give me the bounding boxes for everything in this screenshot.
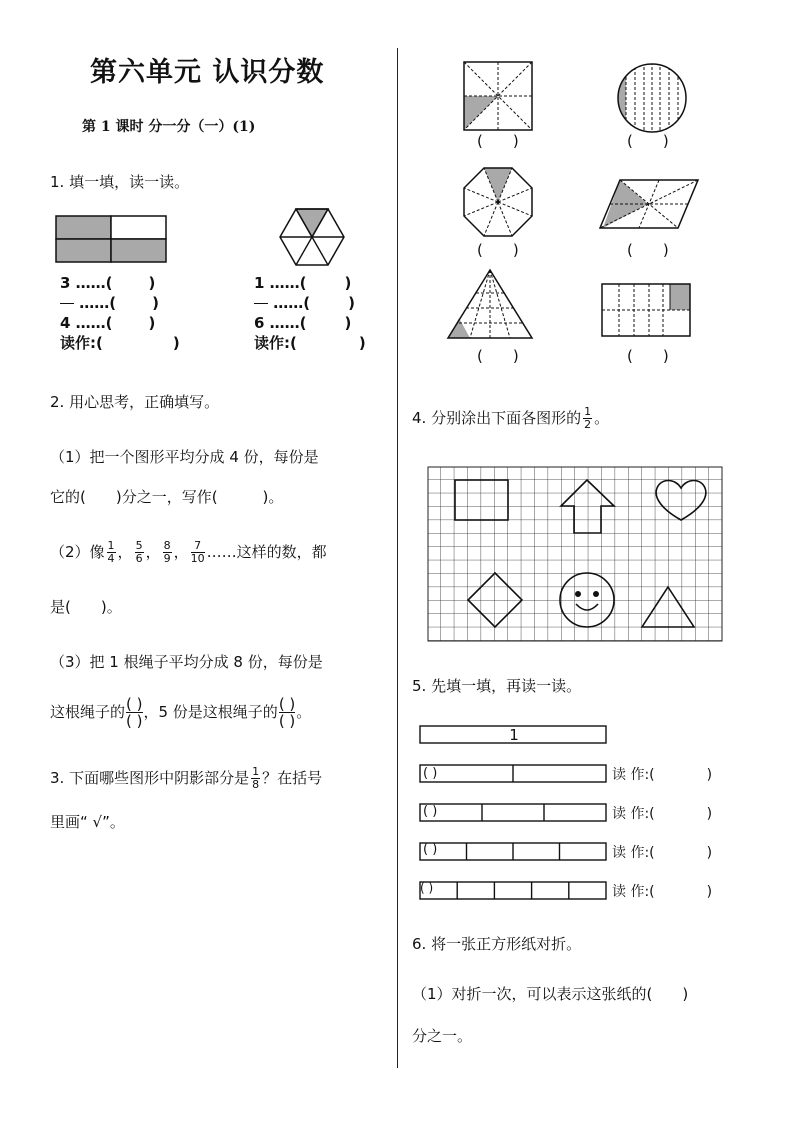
q5-strip-3-parts [420,804,606,821]
rect-part-1 [56,216,111,239]
q5-read-row-4[interactable] [612,881,712,901]
q3-answer-2[interactable]: ( ) [627,132,669,150]
q5-read-close-1: ) [706,767,713,783]
q1a-paren-open-2: ( [109,294,117,312]
rect-part-3 [56,239,111,262]
q5-read-row-2[interactable] [612,803,712,823]
q3-square-figure [462,60,534,132]
q5-read-row-1[interactable] [612,764,712,784]
q1a-numerator: 3 [60,274,71,292]
q3-prompt [50,758,322,798]
q2-sep-3: ， [173,543,189,561]
q5-read-label-4: 读 作:( [612,884,655,900]
q5-read-close-3: ) [706,845,713,861]
q5-read-label-1: 读 作:( [612,767,655,783]
q2-part2-line1 [50,532,327,572]
q1a-paren-open-3: ( [105,314,113,332]
q1b-paren-open-1: ( [299,274,307,292]
rect-part-4 [111,239,166,262]
q1a-denominator: 4 [60,314,71,332]
q3-circle-figure [616,62,688,134]
q2-part1-line2: 它的( )分之一，写作( )。 [50,488,284,506]
q2-part1-line1: （1）把一个图形平均分成 4 份，每份是 [50,448,319,466]
q2-sep-1: ， [117,543,133,561]
q5-read-close-4: ) [706,884,713,900]
q1b-read-close: ) [358,334,366,352]
column-divider [397,48,398,1068]
q3-answer-3[interactable]: ( ) [477,241,519,259]
q3-prompt-a: 3. 下面哪些图形中阴影部分是 [50,769,250,787]
q2-part3-text-c: 。 [296,703,312,721]
q3-rectangle-grid-figure [600,282,692,338]
q5-read-row-3[interactable] [612,842,712,862]
q5-read-label-2: 读 作:( [612,806,655,822]
q3-answer-6[interactable]: ( ) [627,347,669,365]
q1b-dots-2: …… [273,294,304,312]
q2-frac-2: $\frac{5}{6}$ [135,538,143,565]
q2-frac-4: $\frac{7}{10}$ [190,538,205,565]
q4-prompt-text: 4. 分别涂出下面各图形的 [412,409,582,427]
q1b-paren-open-3: ( [299,314,307,332]
q1-rectangle-figure [54,214,172,266]
q2-part3-answer-frac-1[interactable]: ( ) ( ) [126,694,143,730]
q6-part1-line1: （1）对折一次，可以表示这张纸的( ) [412,985,689,1003]
q1a-read-close: ) [172,334,180,352]
lesson-subtitle: 第 1 课时 分一分（一）(1) [82,119,256,135]
q5-paren-1[interactable]: ( ) [423,766,438,781]
q2-part2-suffix: ……这样的数，都 [206,543,327,561]
q1-hexagon-figure [278,206,346,268]
q2-part2-prefix: （2）像 [50,543,105,561]
q5-strip-5-parts [420,882,606,899]
q2-part2-line2: 是( )。 [50,598,122,616]
q4-grid-figure[interactable] [427,466,723,642]
q1a-fraction-block [60,273,180,353]
q3-octagon-figure [462,166,534,238]
q1a-paren-close-2: ) [152,294,159,312]
q1a-paren-close-1: ) [148,274,156,292]
q2-frac-1: $\frac{1}{4}$ [107,538,115,565]
q2-part3-answer-frac-2[interactable]: ( ) ( ) [278,694,296,730]
q1b-fraction-bar [254,303,268,304]
q3-parallelogram-figure [598,178,700,230]
q3-triangle-figure [446,268,534,340]
q2-frac-3: $\frac{8}{9}$ [163,538,171,565]
q5-paren-3[interactable]: ( ) [423,842,438,857]
q1b-dots-1: …… [269,274,300,292]
q2-prompt: 2. 用心思考，正确填写。 [50,393,220,411]
q1a-paren-open-1: ( [105,274,113,292]
q3-answer-5[interactable]: ( ) [477,347,519,365]
q1b-paren-open-2: ( [303,294,311,312]
q3-prompt-b: ？在括号 [262,769,323,787]
q4-frac: $\frac{1}{2}$ [584,404,592,431]
q5-prompt: 5. 先填一填，再读一读。 [412,677,582,695]
q1b-fraction-block [254,273,366,353]
q5-strips-figure [418,724,610,909]
rect-part-2 [111,216,166,239]
q1b-paren-close-3: ) [344,314,352,332]
q5-paren-2[interactable]: ( ) [423,804,438,819]
q3-answer-4[interactable]: ( ) [627,241,669,259]
q6-part1-line2: 分之一。 [412,1027,473,1045]
q1b-paren-close-1: ) [344,274,352,292]
q2-part3-line2 [50,690,311,734]
q2-part3-text-b: ，5 份是这根绳子的 [143,703,278,721]
q4-prompt-end: 。 [594,409,610,427]
q1b-dots-3: …… [269,314,300,332]
q1b-paren-close-2: ) [348,294,355,312]
q1a-fraction-bar [60,303,74,304]
q2-sep-2: ， [145,543,161,561]
q1a-dots-3: …… [75,314,106,332]
q2-part3-line1: （3）把 1 根绳子平均分成 8 份，每份是 [50,653,323,671]
q1a-read-label: 读作:( [60,334,103,352]
q3-answer-1[interactable]: ( ) [477,132,519,150]
q1-prompt: 1. 填一填，读一读。 [50,173,190,191]
q1a-paren-close-3: ) [148,314,156,332]
q1b-numerator: 1 [254,274,265,292]
q5-read-label-3: 读 作:( [612,845,655,861]
q1b-denominator: 6 [254,314,265,332]
q1a-dots-1: …… [75,274,106,292]
q2-part3-text-a: 这根绳子的 [50,703,126,721]
q5-whole-label: 1 [509,726,519,744]
q4-prompt [412,398,609,438]
q1b-read-label: 读作:( [254,334,297,352]
q5-paren-4[interactable]: ( ) [420,881,434,895]
q5-read-close-2: ) [706,806,713,822]
page-title: 第六单元 认识分数 [90,57,325,88]
q6-prompt: 6. 将一张正方形纸对折。 [412,935,582,953]
q3-frac: $\frac{1}{8}$ [252,764,260,791]
q1a-dots-2: …… [79,294,110,312]
q3-prompt-line2: 里画“ √”。 [50,813,125,831]
